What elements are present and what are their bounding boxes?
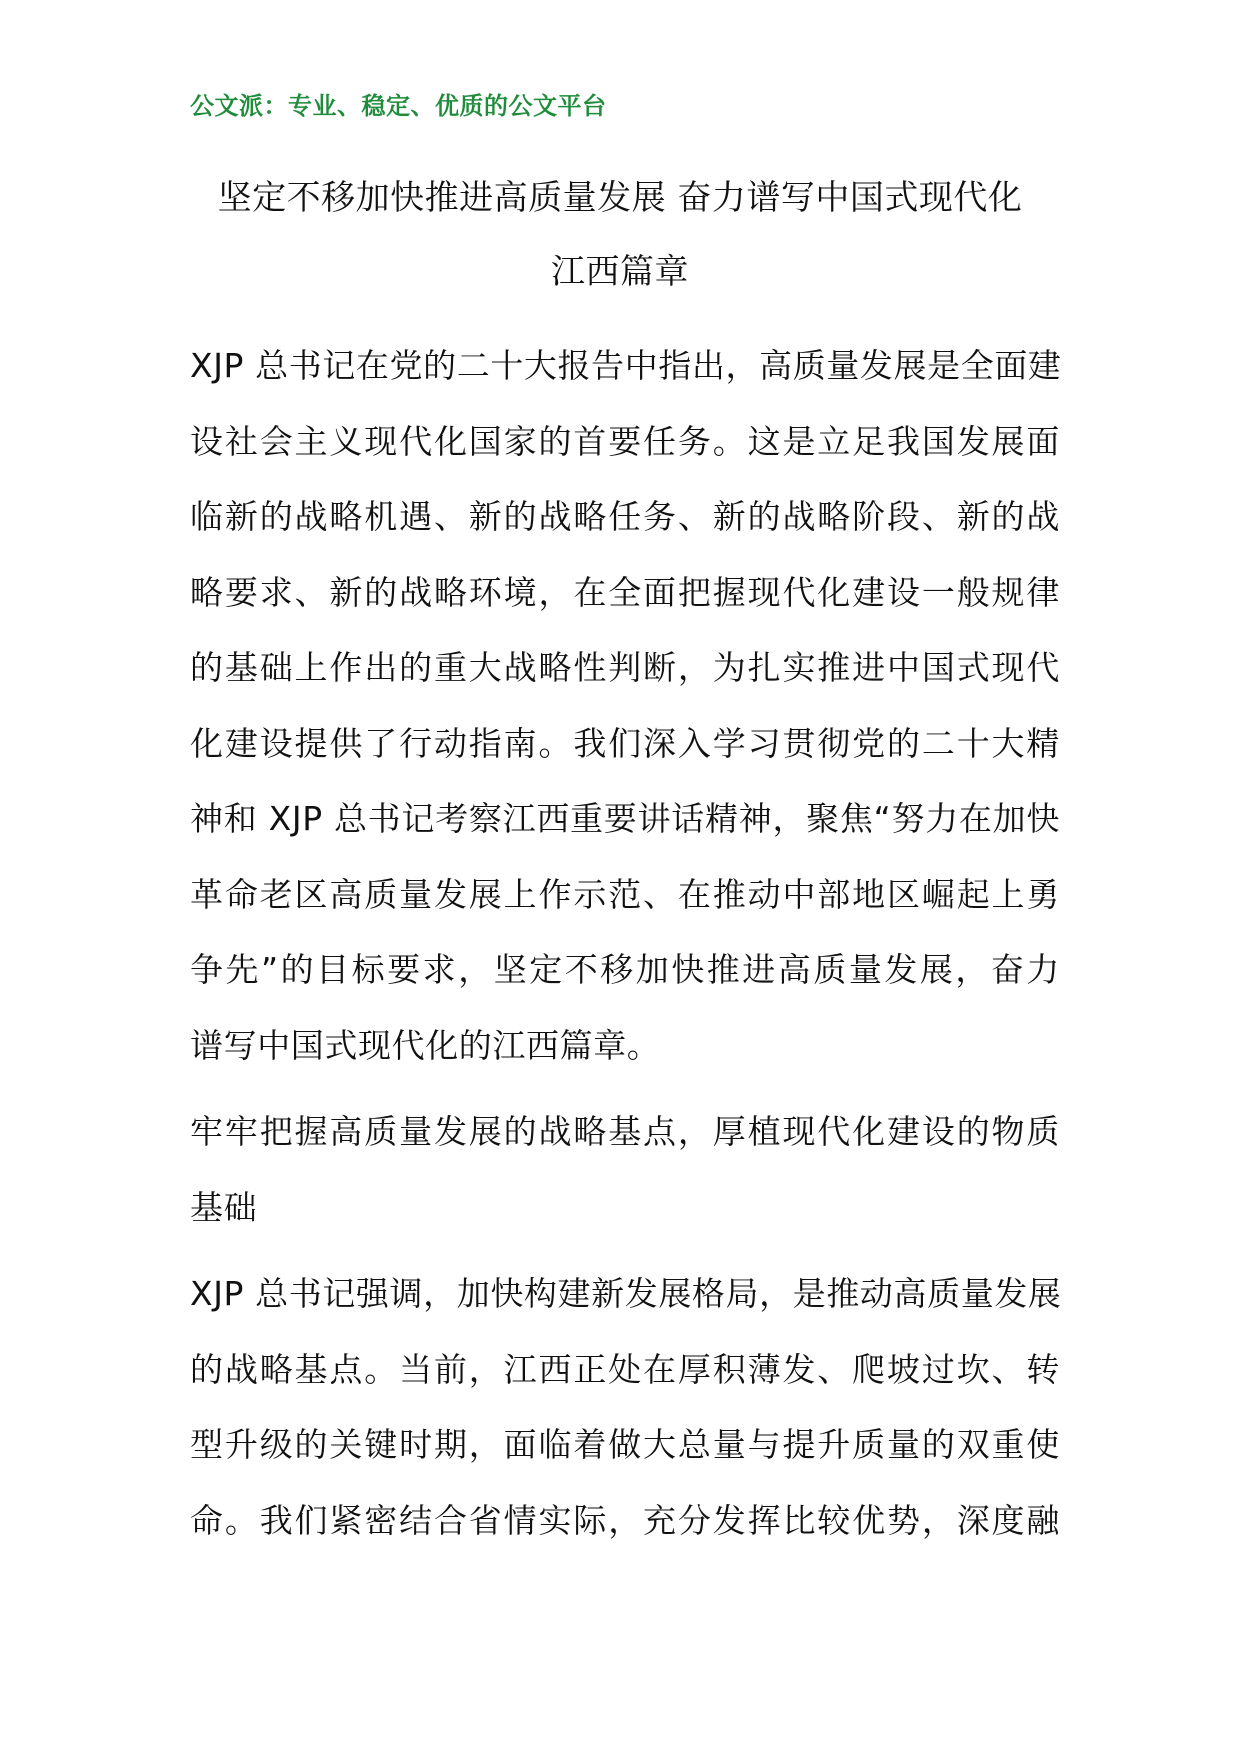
paragraph-line: XJP 总书记在党的二十大报告中指出，高质量发展是全面建 <box>190 346 1062 385</box>
paragraph-line: 神和 XJP 总书记考察江西重要讲话精神，聚焦“努力在加快 <box>190 799 1060 838</box>
paragraph-line: 争先”的目标要求，坚定不移加快推进高质量发展，奋力 <box>190 950 1060 989</box>
paragraph-body <box>190 1256 1060 1558</box>
section-heading-line: 牢牢把握高质量发展的战略基点，厚植现代化建设的物质 <box>190 1112 1060 1151</box>
paragraph-line: 的基础上作出的重大战略性判断，为扎实推进中国式现代 <box>190 648 1060 687</box>
paragraph-line: 命。我们紧密结合省情实际，充分发挥比较优势，深度融 <box>190 1500 1060 1540</box>
paragraph-line: 的战略基点。当前，江西正处在厚积薄发、爬坡过坎、转 <box>190 1349 1060 1389</box>
paragraph-line: 革命老区高质量发展上作示范、在推动中部地区崛起上勇 <box>190 874 1060 914</box>
paragraph-line: XJP 总书记强调，加快构建新发展格局，是推动高质量发展 <box>190 1274 1062 1313</box>
paragraph-line: 谱写中国式现代化的江西篇章。 <box>190 1025 661 1065</box>
section-heading <box>190 1094 1060 1245</box>
section-heading-line: 基础 <box>190 1187 258 1227</box>
paragraph-line: 略要求、新的战略环境，在全面把握现代化建设一般规律 <box>190 572 1060 612</box>
paragraph-line: 设社会主义现代化国家的首要任务。这是立足我国发展面 <box>190 421 1060 461</box>
paragraph-line: 临新的战略机遇、新的战略任务、新的战略阶段、新的战 <box>190 497 1060 536</box>
paragraph-line: 型升级的关键时期，面临着做大总量与提升质量的双重使 <box>190 1425 1060 1464</box>
document-title-line-2: 江西篇章 <box>551 252 689 292</box>
paragraph-intro <box>190 328 1060 1083</box>
document-title-line-1: 坚定不移加快推进高质量发展 奋力谱写中国式现代化 <box>217 178 1023 218</box>
paragraph-line: 化建设提供了行动指南。我们深入学习贯彻党的二十大精 <box>190 723 1060 763</box>
header-brand-text: 公文派：专业、稳定、优质的公文平台 <box>190 91 607 120</box>
